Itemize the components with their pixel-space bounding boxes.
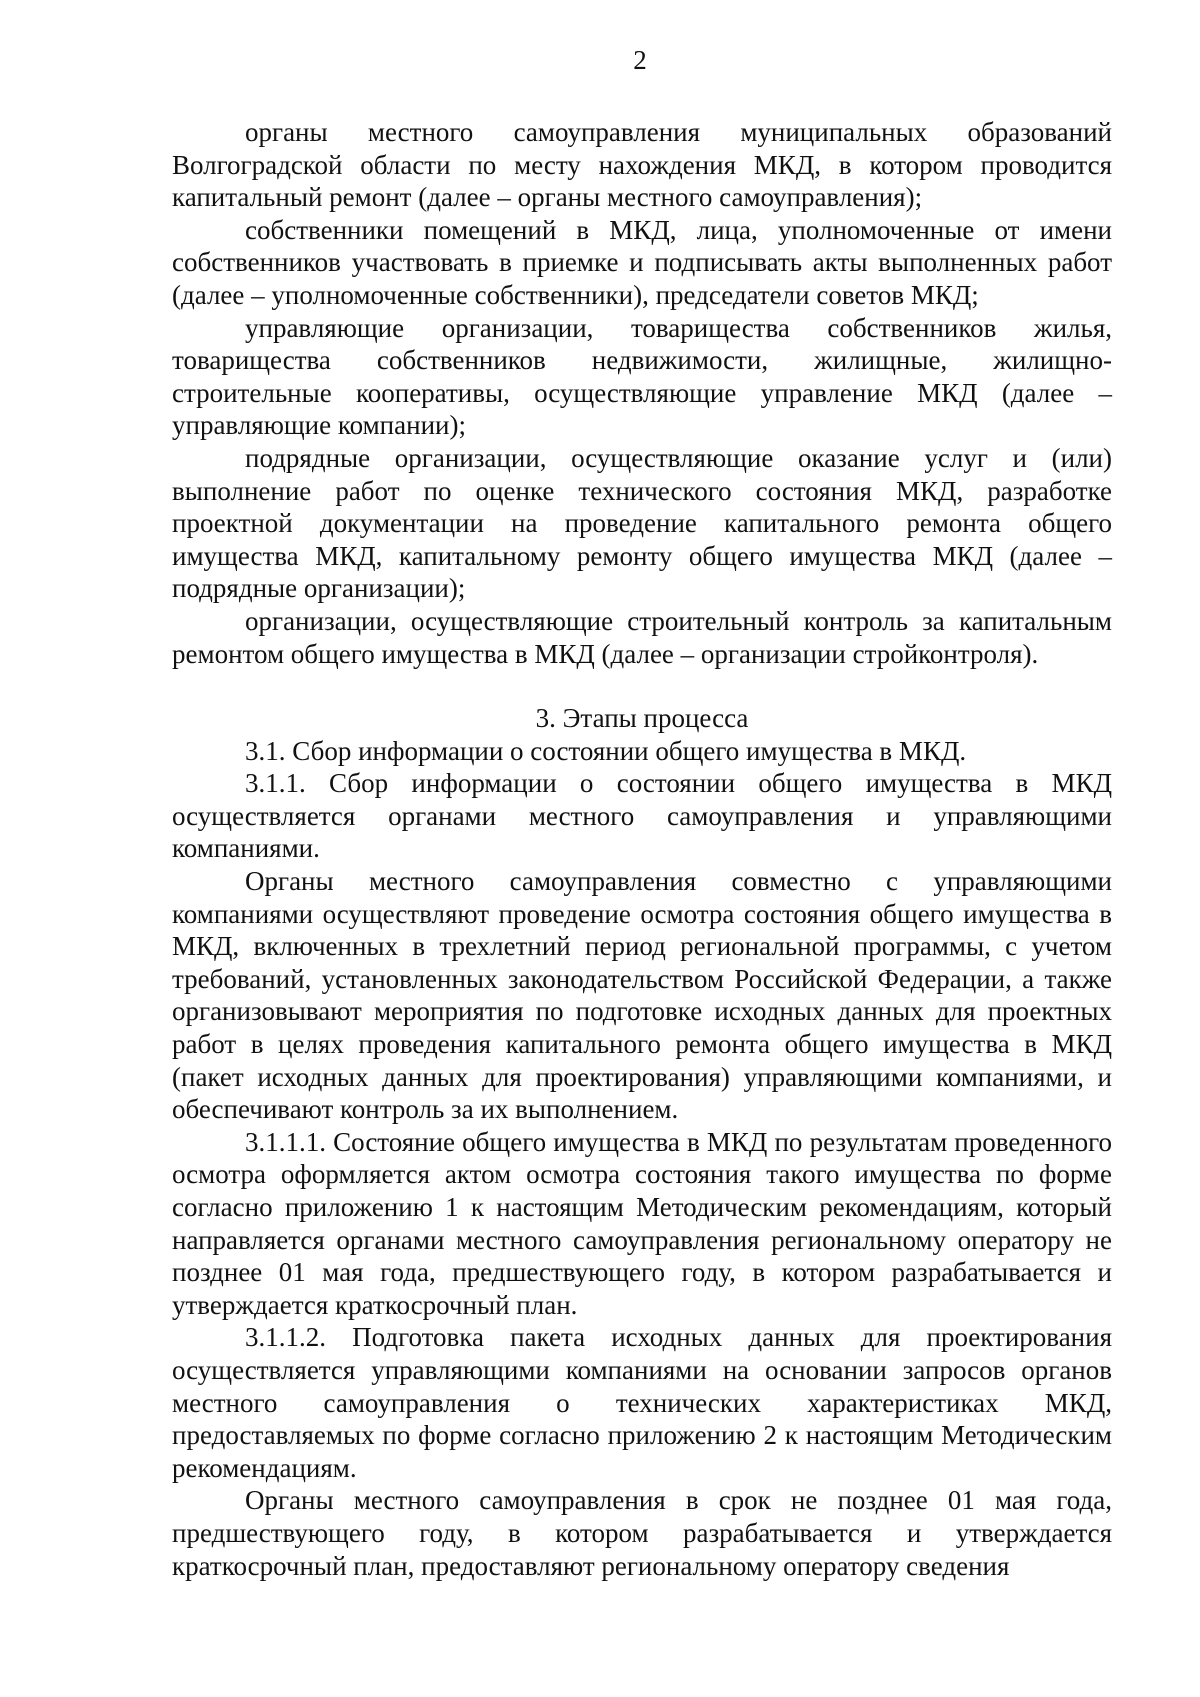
paragraph-owners: собственники помещений в МКД, лица, уполномоченные от имени собственников участвовать в приемке и подписывать акты выполненных работ (далее – уполномоченные собственники), председатели советов МКД;: [172, 214, 1112, 310]
paragraph-deadline: Органы местного самоуправления в срок не позднее 01 мая года, предшествующего году, в котором разрабатывается и утверждается краткосрочный план, предоставляют региональному оператору сведения: [172, 1485, 1112, 1581]
document-body: [172, 116, 1112, 1582]
paragraph-contractors: подрядные организации, осуществляющие оказание услуг и (или) выполнение работ по оценке технического состояния МКД, разработке проектной документации на проведение капитального ремонта общего имущества МКД, капитальному ремонту общего имущества МКД (далее – подрядные организации);: [172, 442, 1112, 604]
paragraph-management-companies: управляющие организации, товарищества собственников жилья, товарищества собственников недвижимости, жилищные, жилищно-строительные кооперативы, осуществляющие управление МКД (далее – управляющие компании);: [172, 312, 1112, 441]
paragraph-construction-control: организации, осуществляющие строительный контроль за капитальным ремонтом общего имущества в МКД (далее – организации стройконтроля).: [172, 605, 1112, 669]
paragraph-3-1-1-1: 3.1.1.1. Состояние общего имущества в МКД по результатам проведенного осмотра оформляется актом осмотра состояния такого имущества по форме согласно приложению 1 к настоящим Методическим рекомендациям, который направляется органами местного самоуправления региональному оператору не позднее 01 мая года, предшествующего году, в котором разрабатывается и утверждается краткосрочный план.: [172, 1126, 1112, 1320]
paragraph-inspection: Органы местного самоуправления совместно с управляющими компаниями осуществляют проведение осмотра состояния общего имущества в МКД, включенных в трехлетний период региональной программы, с учетом требований, установленных законодательством Российской Федерации, а также организовывают мероприятия по подготовке исходных данных для проектных работ в целях проведения капитального ремонта общего имущества в МКД (пакет исходных данных для проектирования) управляющими компаниями, и обеспечивают контроль за их выполнением.: [172, 866, 1112, 1125]
paragraph-3-1-1: 3.1.1. Сбор информации о состоянии общего имущества в МКД осуществляется органами местного самоуправления и управляющими компаниями.: [172, 768, 1112, 864]
paragraph-local-authorities: органы местного самоуправления муниципальных образований Волгоградской области по месту нахождения МКД, в котором проводится капитальный ремонт (далее – органы местного самоуправления);: [172, 117, 1112, 213]
paragraph-3-1-1-2: 3.1.1.2. Подготовка пакета исходных данных для проектирования осуществляется управляющими компаниями на основании запросов органов местного самоуправления о технических характеристиках МКД, предоставляемых по форме согласно приложению 2 к настоящим Методическим рекомендациям.: [172, 1322, 1112, 1483]
paragraph-3-1: 3.1. Сбор информации о состоянии общего имущества в МКД.: [245, 735, 967, 766]
page-number: 2: [633, 45, 647, 75]
section-heading: 3. Этапы процесса: [535, 703, 749, 734]
